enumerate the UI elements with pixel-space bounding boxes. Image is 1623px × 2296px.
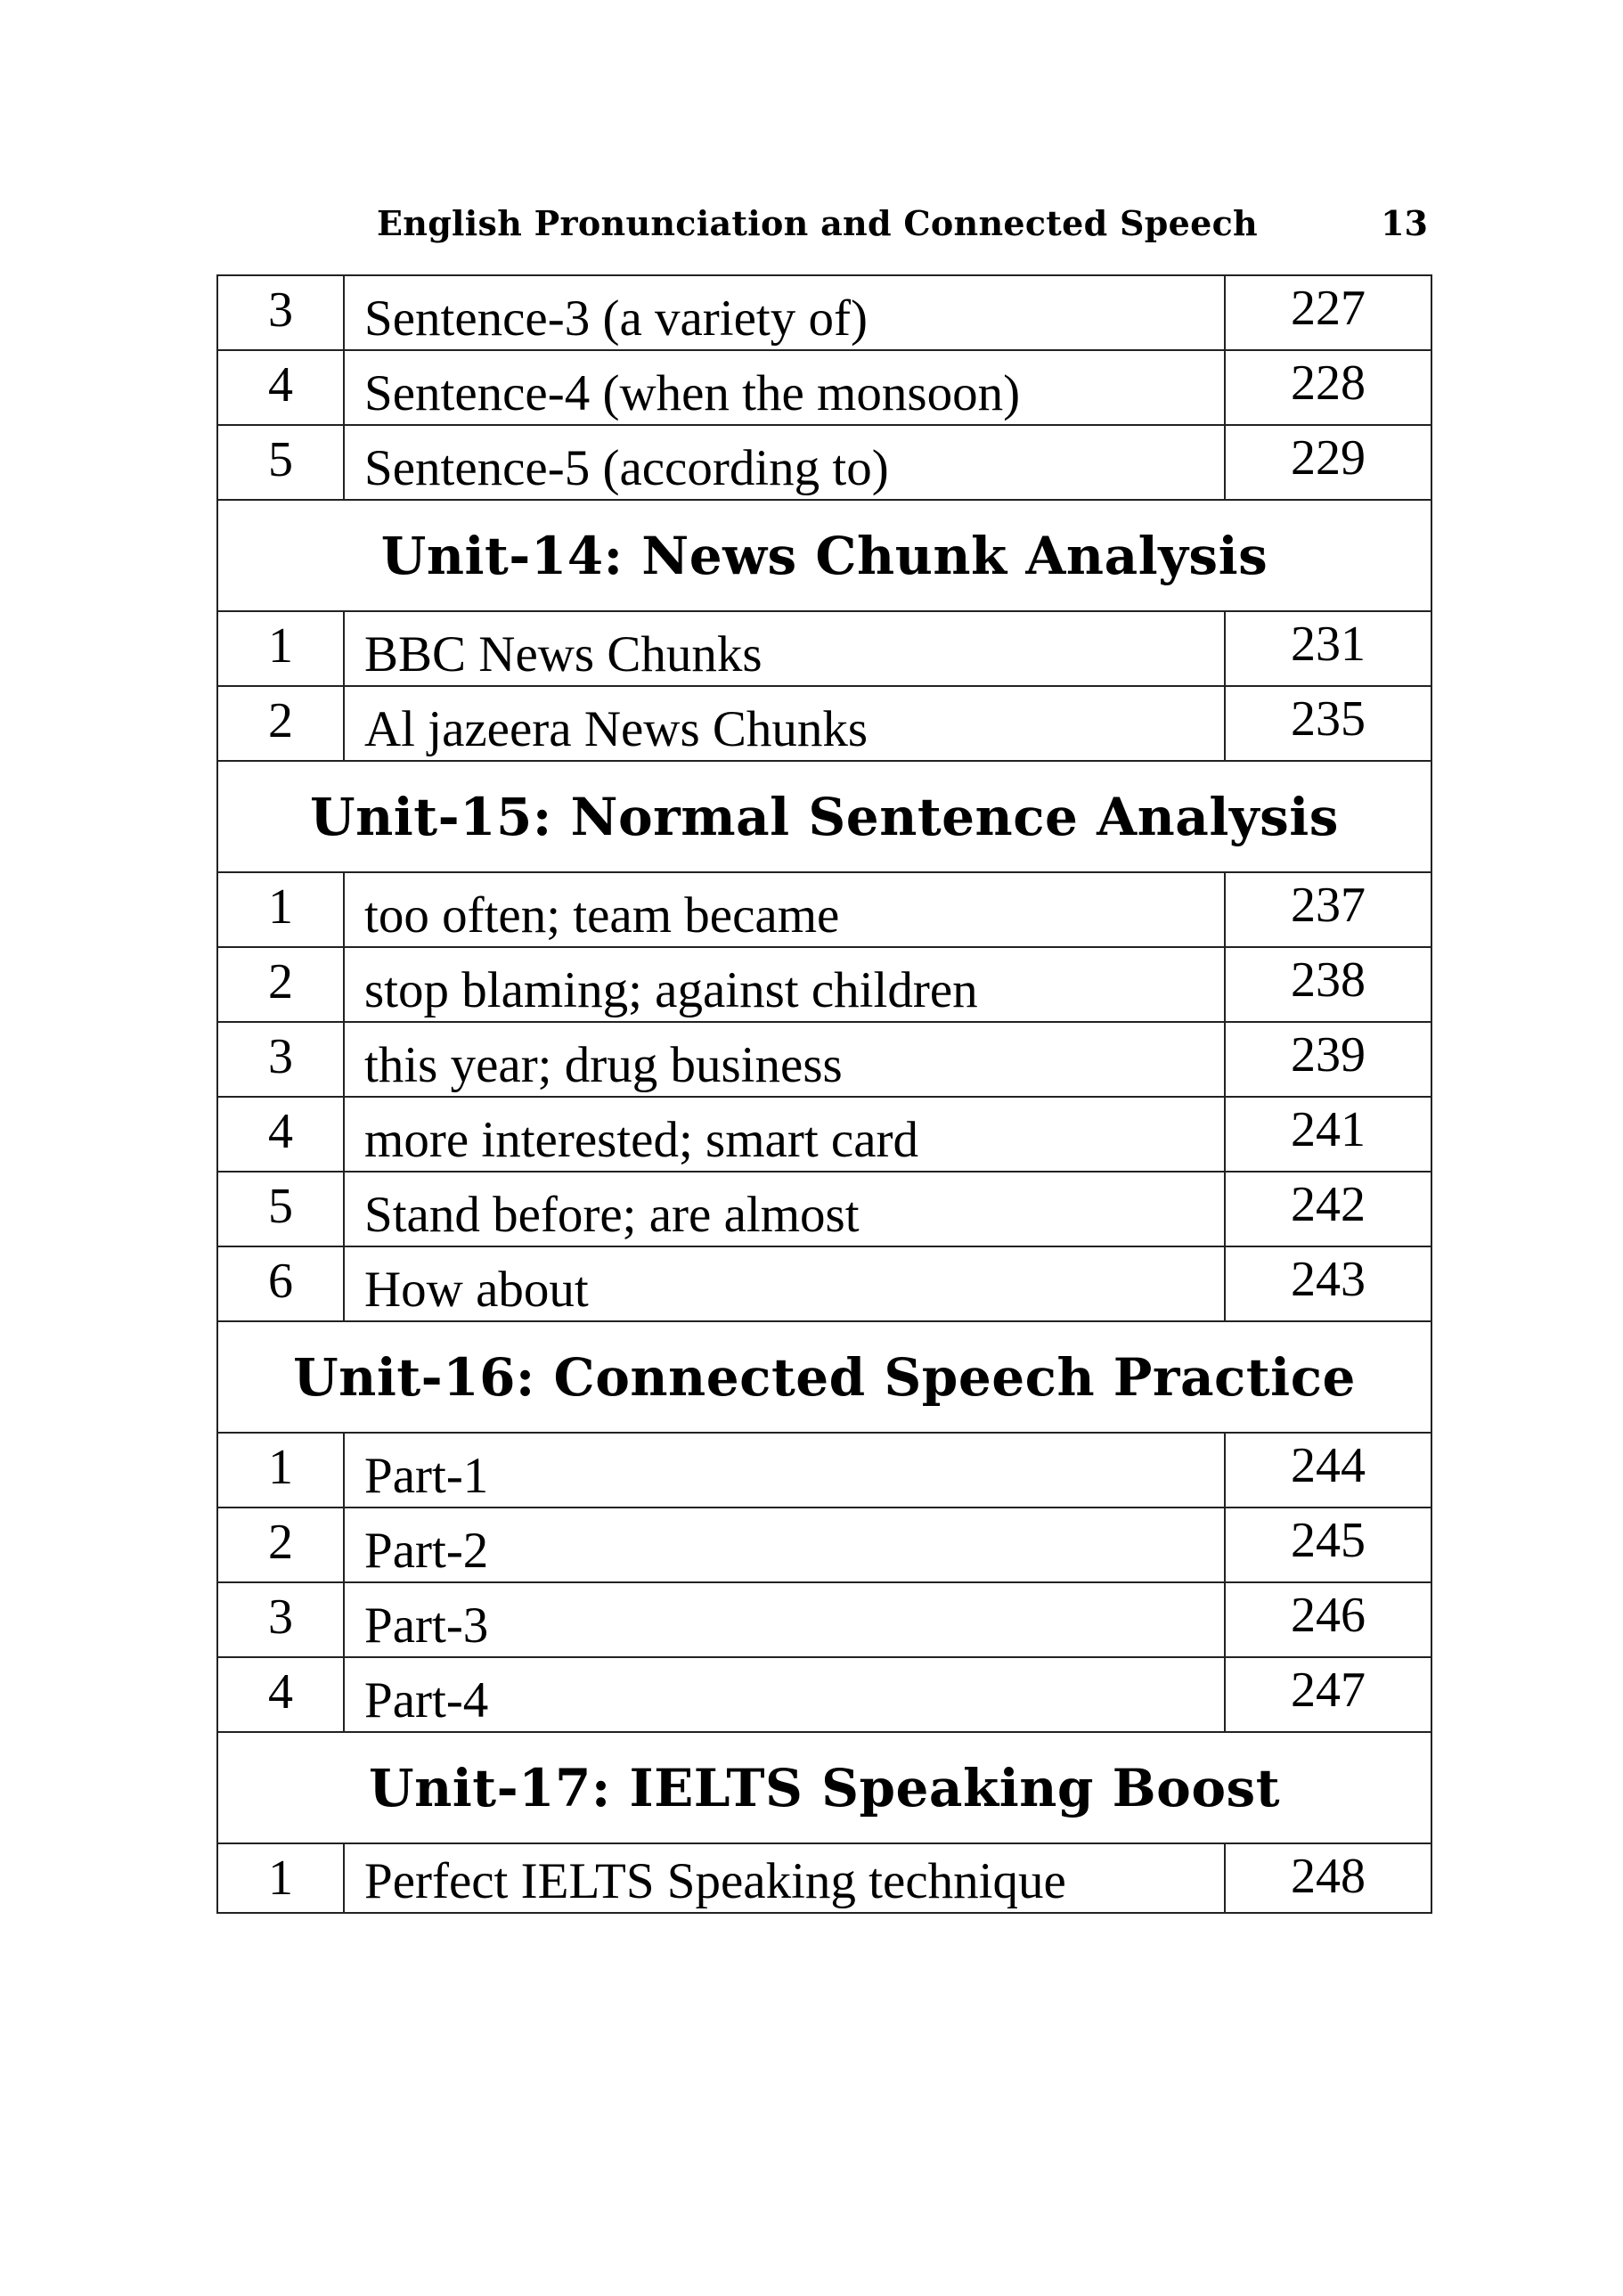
entry-title: Sentence-4 (when the monsoon) [344, 350, 1225, 425]
entry-title: too often; team became [344, 872, 1225, 947]
entry-number: 3 [217, 275, 344, 350]
entry-page: 231 [1225, 611, 1431, 686]
toc-entry [217, 1172, 1431, 1246]
entry-title: BBC News Chunks [344, 611, 1225, 686]
entry-number: 4 [217, 1097, 344, 1172]
entry-title: Part-4 [344, 1657, 1225, 1732]
entry-number: 4 [217, 1657, 344, 1732]
toc-entry [217, 1843, 1431, 1913]
entry-title: this year; drug business [344, 1022, 1225, 1097]
toc-entry [217, 1582, 1431, 1657]
toc-entry [217, 350, 1431, 425]
entry-page: 248 [1225, 1843, 1431, 1913]
toc-entry [217, 1022, 1431, 1097]
entry-number: 1 [217, 1843, 344, 1913]
entry-page: 242 [1225, 1172, 1431, 1246]
unit-heading: Unit-16: Connected Speech Practice [217, 1321, 1431, 1433]
unit-heading: Unit-17: IELTS Speaking Boost [217, 1732, 1431, 1843]
toc-entry [217, 686, 1431, 761]
running-header [216, 198, 1428, 251]
entry-title: Stand before; are almost [344, 1172, 1225, 1246]
entry-title: Part-1 [344, 1433, 1225, 1508]
unit-heading-row [217, 1321, 1431, 1433]
entry-page: 227 [1225, 275, 1431, 350]
entry-page: 241 [1225, 1097, 1431, 1172]
toc-entry [217, 275, 1431, 350]
entry-page: 235 [1225, 686, 1431, 761]
entry-title: Perfect IELTS Speaking technique [344, 1843, 1225, 1913]
entry-page: 228 [1225, 350, 1431, 425]
entry-number: 5 [217, 1172, 344, 1246]
unit-heading: Unit-15: Normal Sentence Analysis [217, 761, 1431, 872]
entry-title: Part-3 [344, 1582, 1225, 1657]
entry-title: How about [344, 1246, 1225, 1321]
entry-title: more interested; smart card [344, 1097, 1225, 1172]
book-title: English Pronunciation and Connected Speech [377, 203, 1258, 243]
entry-page: 244 [1225, 1433, 1431, 1508]
toc-entry [217, 872, 1431, 947]
entry-number: 3 [217, 1022, 344, 1097]
entry-number: 1 [217, 1433, 344, 1508]
entry-page: 237 [1225, 872, 1431, 947]
entry-page: 243 [1225, 1246, 1431, 1321]
toc-entry [217, 1433, 1431, 1508]
unit-heading-row [217, 500, 1431, 611]
unit-heading: Unit-14: News Chunk Analysis [217, 500, 1431, 611]
entry-page: 246 [1225, 1582, 1431, 1657]
toc-entry [217, 1508, 1431, 1582]
entry-number: 1 [217, 872, 344, 947]
entry-page: 245 [1225, 1508, 1431, 1582]
entry-number: 4 [217, 350, 344, 425]
entry-number: 6 [217, 1246, 344, 1321]
entry-page: 229 [1225, 425, 1431, 500]
entry-title: Sentence-3 (a variety of) [344, 275, 1225, 350]
entry-title: Al jazeera News Chunks [344, 686, 1225, 761]
entry-number: 3 [217, 1582, 344, 1657]
entry-page: 239 [1225, 1022, 1431, 1097]
toc-entry [217, 1657, 1431, 1732]
entry-number: 1 [217, 611, 344, 686]
toc-entry [217, 1246, 1431, 1321]
unit-heading-row [217, 761, 1431, 872]
entry-number: 2 [217, 686, 344, 761]
entry-title: Sentence-5 (according to) [344, 425, 1225, 500]
toc-entry [217, 1097, 1431, 1172]
entry-page: 247 [1225, 1657, 1431, 1732]
entry-number: 2 [217, 1508, 344, 1582]
toc-entry [217, 425, 1431, 500]
entry-page: 238 [1225, 947, 1431, 1022]
toc-entry [217, 611, 1431, 686]
unit-heading-row [217, 1732, 1431, 1843]
entry-title: stop blaming; against children [344, 947, 1225, 1022]
entry-title: Part-2 [344, 1508, 1225, 1582]
table-of-contents [216, 274, 1432, 1914]
entry-number: 5 [217, 425, 344, 500]
entry-number: 2 [217, 947, 344, 1022]
toc-entry [217, 947, 1431, 1022]
page-number: 13 [1381, 203, 1428, 243]
